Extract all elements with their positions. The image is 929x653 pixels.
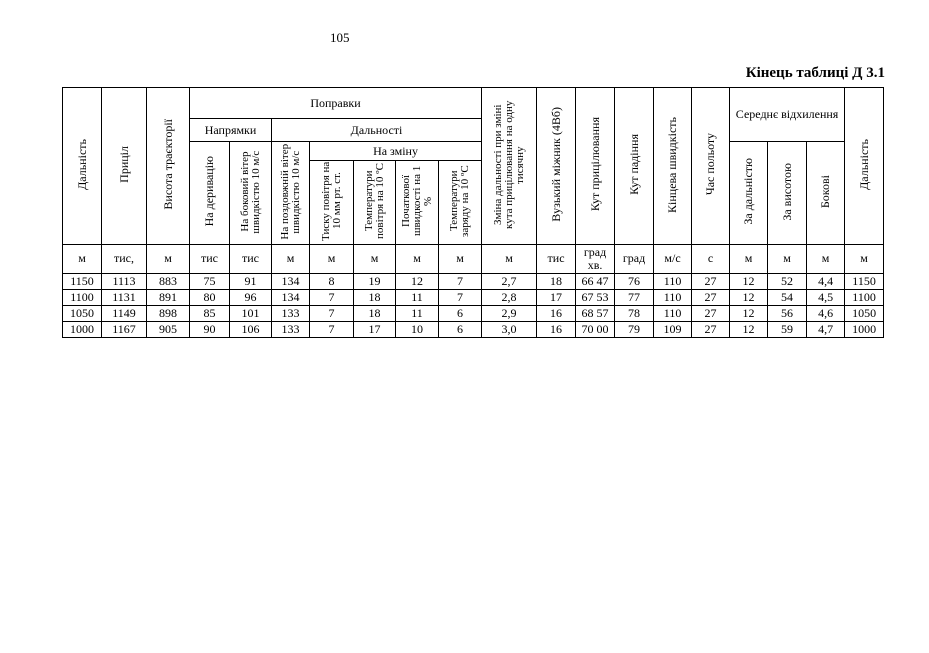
table-cell: 6 [439,321,482,337]
table-cell: 101 [230,305,272,321]
table-cell: 27 [692,305,730,321]
table-cell: 18 [354,289,396,305]
table-cell: 1167 [102,321,147,337]
col-zmina-dalnosti [482,88,537,245]
unit-cell: м [768,244,807,273]
table-cell: 1150 [845,273,884,289]
col-kut-padinnya [615,88,654,245]
table-cell: 110 [654,305,692,321]
unit-cell: тис, [102,244,147,273]
header-label: Температури заряду на 10 ºС [448,165,472,237]
table-cell: 52 [768,273,807,289]
table-cell: 67 53 [576,289,615,305]
table-cell: 1050 [845,305,884,321]
unit-cell: м [396,244,439,273]
table-cell: 27 [692,289,730,305]
table-cell: 883 [147,273,190,289]
col-kintseva-shvydkist [654,88,692,245]
table-header [63,88,884,274]
header-label: Висота траєкторії [160,119,175,210]
col-dalnist-end [845,88,884,245]
table-cell: 75 [190,273,230,289]
table-cell: 891 [147,289,190,305]
table-cell: 78 [615,305,654,321]
table-cell: 17 [354,321,396,337]
group-napryamky [190,119,272,142]
unit-cell: м [147,244,190,273]
table-cell: 1113 [102,273,147,289]
unit-cell: м [354,244,396,273]
table-cell: 1131 [102,289,147,305]
table-cell: 7 [310,289,354,305]
table-cell: 12 [730,289,768,305]
units-row [63,244,884,273]
table-cell: 10 [396,321,439,337]
col-temp-povitrya [354,161,396,245]
table-cell: 133 [272,305,310,321]
table-cell: 56 [768,305,807,321]
table-cell: 19 [354,273,396,289]
table-cell: 17 [537,289,576,305]
table-cell: 4,6 [807,305,845,321]
col-chas-polotu [692,88,730,245]
header-label: Середнє відхилення [735,107,839,122]
header-label: Приціл [116,146,131,183]
unit-cell: м [272,244,310,273]
unit-cell: м [845,244,884,273]
table-cell: 1000 [63,321,102,337]
table-cell: 110 [654,273,692,289]
col-za-vysotoyu [768,142,807,245]
table-caption: Кінець таблиці Д 3.1 [745,65,885,81]
table-cell: 12 [396,273,439,289]
table-cell: 134 [272,273,310,289]
unit-cell: с [692,244,730,273]
table-row [63,321,884,337]
table-cell: 1100 [845,289,884,305]
header-label: Дальності [350,122,403,137]
unit-cell: м [730,244,768,273]
header-label: Кут прицілювання [587,117,602,212]
header-label: На зміну [373,143,418,158]
col-tysku [310,161,354,245]
table-cell: 4,5 [807,289,845,305]
header-label: На поздовжній вітер швидкістю 10 м/с [278,143,302,240]
table-cell: 18 [354,305,396,321]
col-temp-zaryadu [439,161,482,245]
unit-cell: град [615,244,654,273]
unit-cell: м [482,244,537,273]
table-cell: 96 [230,289,272,305]
unit-cell: м [439,244,482,273]
table-cell: 7 [439,289,482,305]
header-label: Напрямки [204,122,257,137]
table-cell: 90 [190,321,230,337]
table-cell: 54 [768,289,807,305]
table-cell: 27 [692,273,730,289]
header-label: Дальність [74,139,89,190]
table-cell: 133 [272,321,310,337]
table-cell: 16 [537,321,576,337]
table-cell: 76 [615,273,654,289]
table-cell: 85 [190,305,230,321]
unit-cell: град хв. [576,244,615,273]
table-cell: 91 [230,273,272,289]
unit-cell: м [310,244,354,273]
table-cell: 11 [396,305,439,321]
table-cell: 11 [396,289,439,305]
table-cell: 4,4 [807,273,845,289]
header-label: Початкової швидкості на 1 % [399,165,434,237]
col-dalnist [63,88,102,245]
table-cell: 6 [439,305,482,321]
table-body [63,273,884,337]
table-cell: 12 [730,305,768,321]
unit-cell: м [807,244,845,273]
table-cell: 109 [654,321,692,337]
table-cell: 80 [190,289,230,305]
group-na-zminu [310,142,482,161]
col-vysota [147,88,190,245]
table-cell: 2,7 [482,273,537,289]
table-cell: 12 [730,321,768,337]
table-row [63,289,884,305]
table-cell: 59 [768,321,807,337]
header-label: Бокові [818,174,833,209]
header-label: За дальністю [741,158,756,225]
unit-cell: м [63,244,102,273]
table-cell: 79 [615,321,654,337]
table-cell: 110 [654,289,692,305]
header-label: Тиску повітря на 10 мм рт. ст. [319,161,343,241]
group-seredni [730,88,845,142]
table-row [63,305,884,321]
table-cell: 77 [615,289,654,305]
table-cell: 4,7 [807,321,845,337]
col-na-bokovyi [230,142,272,245]
unit-cell: тис [190,244,230,273]
header-label: Дальність [856,139,871,190]
table-cell: 1149 [102,305,147,321]
table-cell: 7 [310,305,354,321]
table-cell: 1000 [845,321,884,337]
unit-cell: тис [537,244,576,273]
table-cell: 7 [439,273,482,289]
table-cell: 3,0 [482,321,537,337]
table-row [63,273,884,289]
header-label: Кут падіння [626,134,641,195]
header-label: Кінцева швидкість [665,116,680,213]
table-cell: 2,8 [482,289,537,305]
unit-cell: м/с [654,244,692,273]
table-cell: 70 00 [576,321,615,337]
table-cell: 16 [537,305,576,321]
header-label: Температури повітря на 10 ºС [362,163,386,239]
table-cell: 68 57 [576,305,615,321]
header-label: На боковий вітер швидкістю 10 м/с [238,150,262,233]
table-cell: 7 [310,321,354,337]
col-bokovi [807,142,845,245]
table-cell: 66 47 [576,273,615,289]
table-cell: 134 [272,289,310,305]
table-cell: 12 [730,273,768,289]
table-cell: 1150 [63,273,102,289]
col-na-deryvatsiyu [190,142,230,245]
table-cell: 2,9 [482,305,537,321]
table-cell: 1050 [63,305,102,321]
group-dalnosti [272,119,482,142]
header-label: Час польоту [703,133,718,196]
table-cell: 8 [310,273,354,289]
header-label: Вузький міжник (4Вб) [548,107,563,222]
col-vuzkyi-mizhnyk [537,88,576,245]
table-cell: 18 [537,273,576,289]
header-label: Поправки [310,95,361,110]
group-popravky [190,88,482,119]
col-pritsil [102,88,147,245]
col-poch-shvydkosti [396,161,439,245]
col-kut-pritsilyuvannya [576,88,615,245]
col-za-dalnistyu [730,142,768,245]
header-label: Зміна дальності при зміні кута прицілювання на одну тисячну [491,100,526,229]
table-cell: 27 [692,321,730,337]
unit-cell: тис [230,244,272,273]
page-number: 105 [330,30,350,45]
col-na-pozdovzhnii [272,142,310,245]
ballistic-table [62,87,884,338]
table-cell: 1100 [63,289,102,305]
header-label: На деривацію [202,156,217,227]
table-cell: 905 [147,321,190,337]
table-cell: 898 [147,305,190,321]
table-cell: 106 [230,321,272,337]
header-label: За висотою [779,162,794,221]
